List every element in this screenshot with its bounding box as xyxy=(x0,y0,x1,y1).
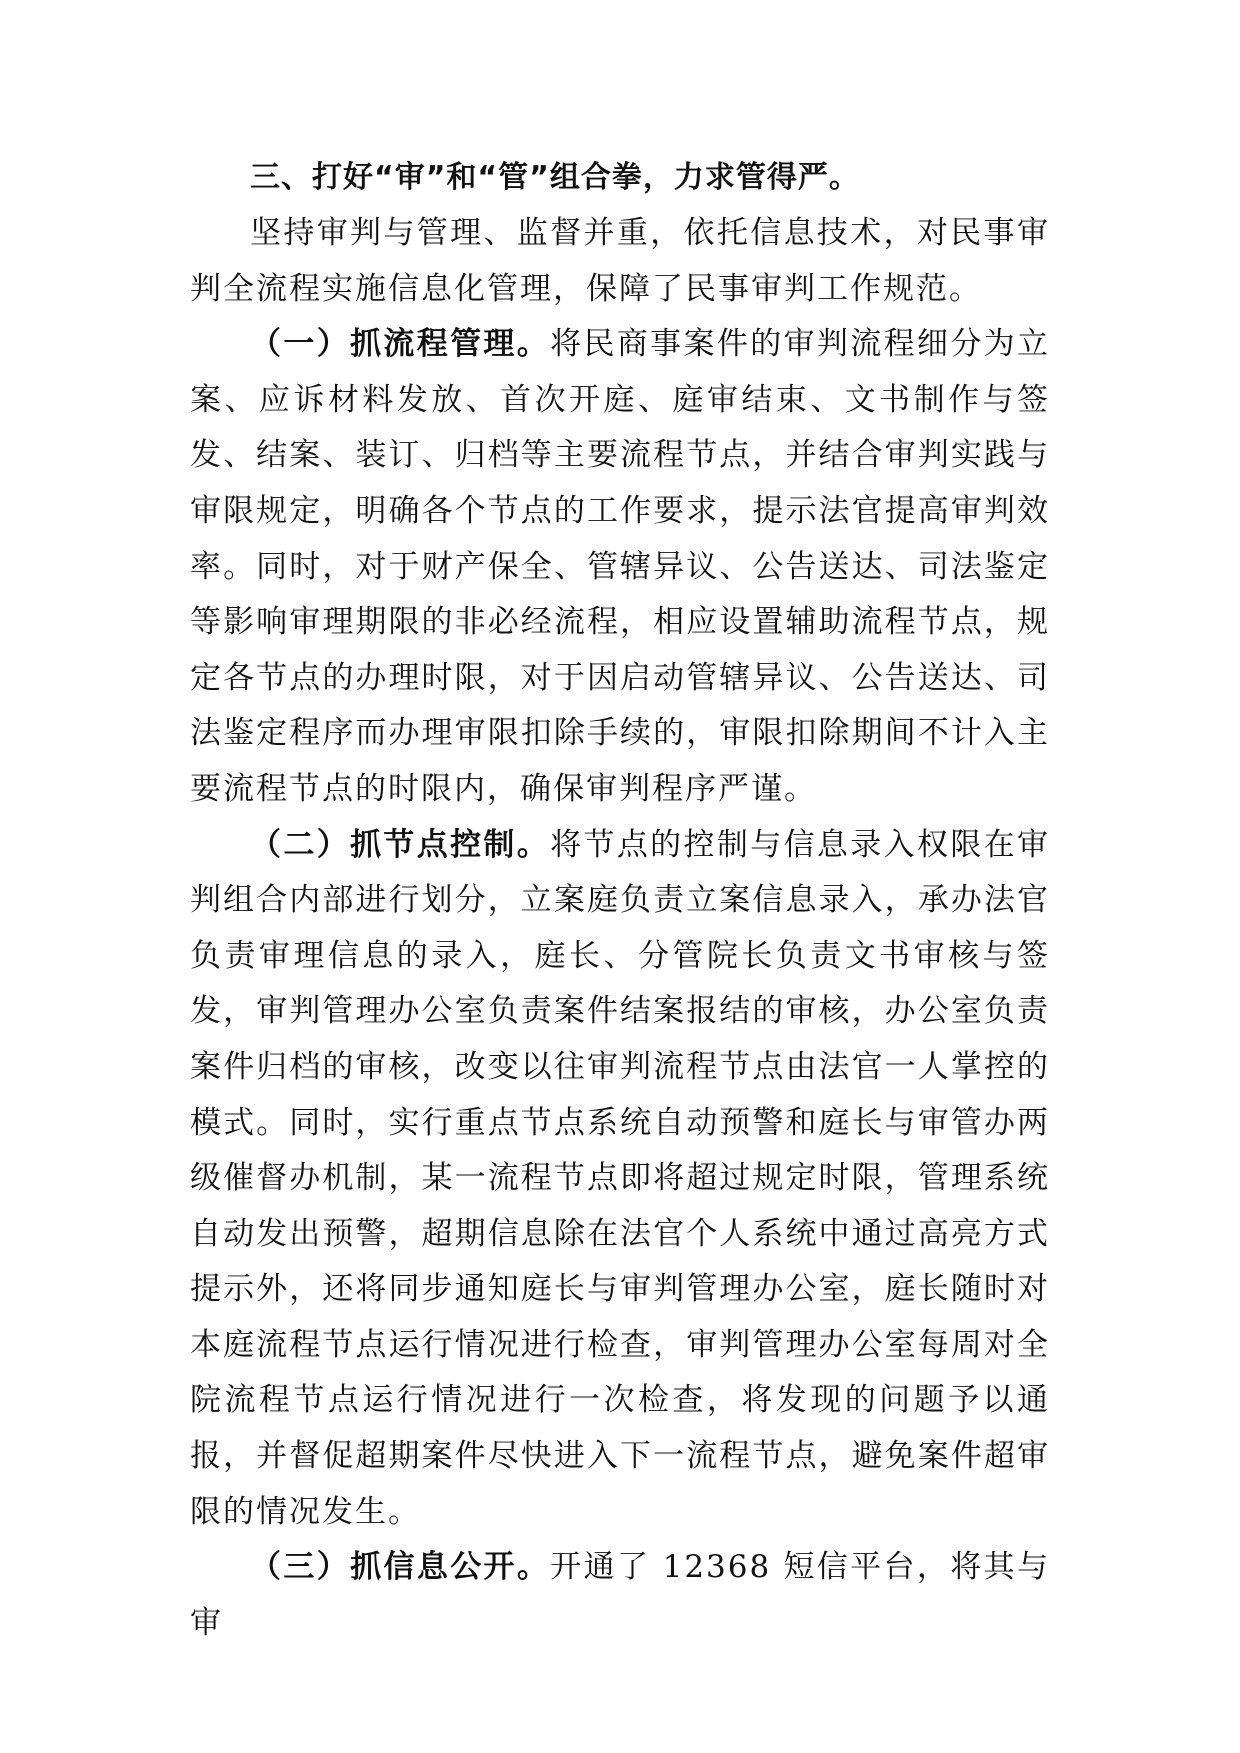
paragraph-information-disclosure xyxy=(190,1540,1050,1651)
document-body xyxy=(190,150,1050,1651)
paragraph-process-management xyxy=(190,317,1050,817)
paragraph-title: （三）抓信息公开。 xyxy=(250,1549,551,1586)
paragraph-title: （一）抓流程管理。 xyxy=(250,326,551,363)
paragraph-text: 开通了 12368 短信平台，将其与审 xyxy=(190,1549,1051,1641)
paragraph-node-control xyxy=(190,818,1050,1541)
section-heading: 三、打好“审”和“管”组合拳，力求管得严。 xyxy=(250,160,860,195)
paragraph-text: 将节点的控制与信息录入权限在审判组合内部进行划分，立案庭负责立案信息录入，承办法官负责审理信息的录入，庭长、分管院长负责文书审核与签发，审判管理办公室负责案件结案报结的审核，办公室负责案件归档的审核，改变以往审判流程节点由法官一人掌控的模式。同时，实行重点节点系统自动预警和庭长与审管办两级催督办机制，某一流程节点即将超过规定时限，管理系统自动发出预警，超期信息除在法官个人系统中通过高亮方式提示外，还将同步通知庭长与审判管理办公室，庭长随时对本庭流程节点运行情况进行检查，审判管理办公室每周对全院流程节点运行情况进行一次检查，将发现的问题予以通报，并督促超期案件尽快进入下一流程节点，避免案件超审限的情况发生。 xyxy=(190,826,1051,1530)
paragraph-text: 将民商事案件的审判流程细分为立案、应诉材料发放、首次开庭、庭审结束、文书制作与签发、结案、装订、归档等主要流程节点，并结合审判实践与审限规定，明确各个节点的工作要求，提示法官提高审判效率。同时，对于财产保全、管辖异议、公告送达、司法鉴定等影响审理期限的非必经流程，相应设置辅助流程节点，规定各节点的办理时限，对于因启动管辖异议、公告送达、司法鉴定程序而办理审限扣除手续的，审限扣除期间不计入主要流程节点的时限内，确保审判程序严谨。 xyxy=(190,326,1051,807)
intro-paragraph: 坚持审判与管理、监督并重，依托信息技术，对民事审判全流程实施信息化管理，保障了民事审判工作规范。 xyxy=(190,215,1050,307)
paragraph-title: （二）抓节点控制。 xyxy=(250,826,551,863)
